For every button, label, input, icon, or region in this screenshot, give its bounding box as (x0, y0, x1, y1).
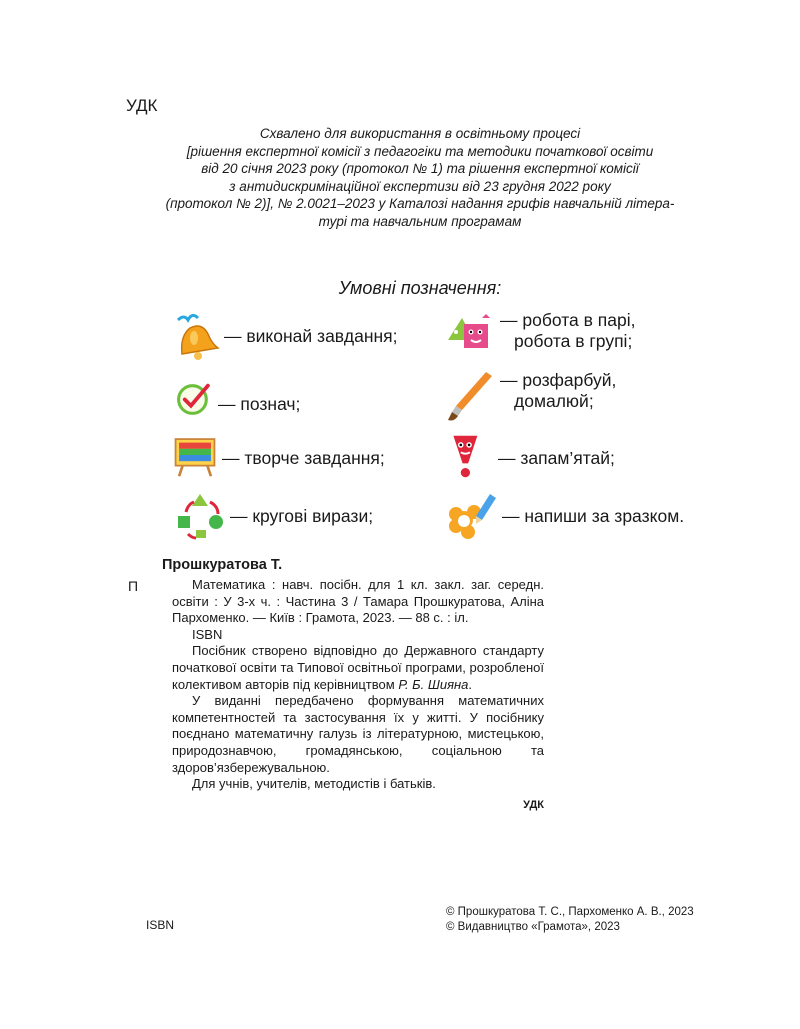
editor-name: Р. Б. Шияна (398, 676, 469, 692)
exclamation-icon (446, 432, 494, 484)
legend-item-creative-task (172, 432, 385, 484)
catalog-description (172, 577, 544, 813)
legend-item-remember (446, 432, 615, 484)
audience-line: Для учнів, учителів, методистів і батьків. (192, 776, 436, 792)
legend-label (500, 310, 635, 352)
easel-icon (172, 432, 218, 484)
legend-label (230, 506, 373, 527)
udk-header: УДК (126, 96, 158, 115)
legend-label-line: робота в групі; (514, 331, 633, 351)
description-paragraph: У виданні передбачено формування математичних компетентностей та застосування їх у житті. У посібнику поєднано математичну галузь із літературною, мистецькою, природознавчою, громадянською, соціальною та здоров’язбережувальною. (172, 693, 544, 775)
approval-line: від 20 січня 2023 року (протокол № 1) та рішення експертної комісії (201, 161, 639, 176)
catalog-author: Прошкуратова Т. (162, 557, 283, 573)
approval-line: з антидискримінаційної експертизи від 23 грудня 2022 року (229, 178, 611, 194)
legend-label-line: — розфарбуй, (500, 370, 617, 390)
paintbrush-icon (444, 370, 496, 422)
pencil-flower-icon (446, 490, 498, 542)
legend-label (218, 394, 300, 415)
legend-label-line: — запам’ятай; (498, 447, 615, 468)
legend-label-line: — виконай завдання; (224, 325, 398, 346)
isbn-line: ISBN (192, 626, 223, 642)
bell-icon (168, 310, 220, 362)
pair-work-icon (444, 310, 496, 362)
catalog-letter: П (128, 578, 139, 594)
cycle-arrows-icon (174, 490, 226, 542)
legend-title: Умовні позначення: (338, 278, 502, 298)
legend-label-line: — познач; (218, 393, 301, 414)
legend-label (498, 448, 615, 469)
legend-label (500, 370, 616, 412)
legend-label-line: — кругові вирази; (230, 505, 374, 526)
approval-line: Схвалено для використання в освітньому процесі (259, 126, 581, 141)
legend-item-complete-task (168, 310, 398, 362)
catalog-udk: УДК (523, 798, 544, 811)
legend-item-color (444, 370, 616, 422)
legend-label (502, 506, 684, 527)
legend-label-line: — творче завдання; (222, 447, 385, 468)
checkmark-icon (174, 378, 214, 430)
legend-label-line: — напиши за зразком. (502, 505, 685, 526)
footer-isbn: ISBN (146, 918, 175, 932)
description-paragraph (172, 643, 544, 693)
legend-item-write-by-example (446, 490, 684, 542)
approval-line: турі та навчальним програмам (318, 213, 522, 229)
text-span: Посібник створено відповідно до Державного стандарту початкової освіти та Типової освітньої програми, розробленої колективом авторів під керівництвом (172, 643, 544, 692)
copyright-block (446, 905, 694, 935)
approval-line: (протокол № 2)], № 2.0021–2023 у Каталозі надання грифів навчальній літера- (165, 196, 675, 211)
legend-item-mark (174, 378, 300, 430)
copyright-line: © Видавництво «Грамота», 2023 (446, 921, 620, 933)
bibliography: Математика : навч. посібн. для 1 кл. закл. заг. середн. освіти : У 3-х ч. : Частина 3 / Тамара Прошкуратова, Аліна Пархоменко. — Київ : Грамота, 2023. — 88 с. : іл. (172, 577, 544, 626)
legend-item-circular-expressions (174, 490, 373, 542)
copyright-line: © Прошкуратова Т. С., Пархоменко А. В., 2023 (446, 906, 694, 918)
text-span: . (468, 676, 473, 692)
approval-notice (120, 125, 720, 230)
legend-item-pair-work (444, 310, 635, 362)
legend-label (224, 326, 398, 347)
approval-line: [рішення експертної комісії з педагогіки та методики початкової освіти (186, 143, 654, 159)
legend-label-line: — робота в парі, (500, 310, 636, 330)
legend-label (222, 448, 385, 469)
legend-label-line: домалюй; (514, 391, 594, 411)
